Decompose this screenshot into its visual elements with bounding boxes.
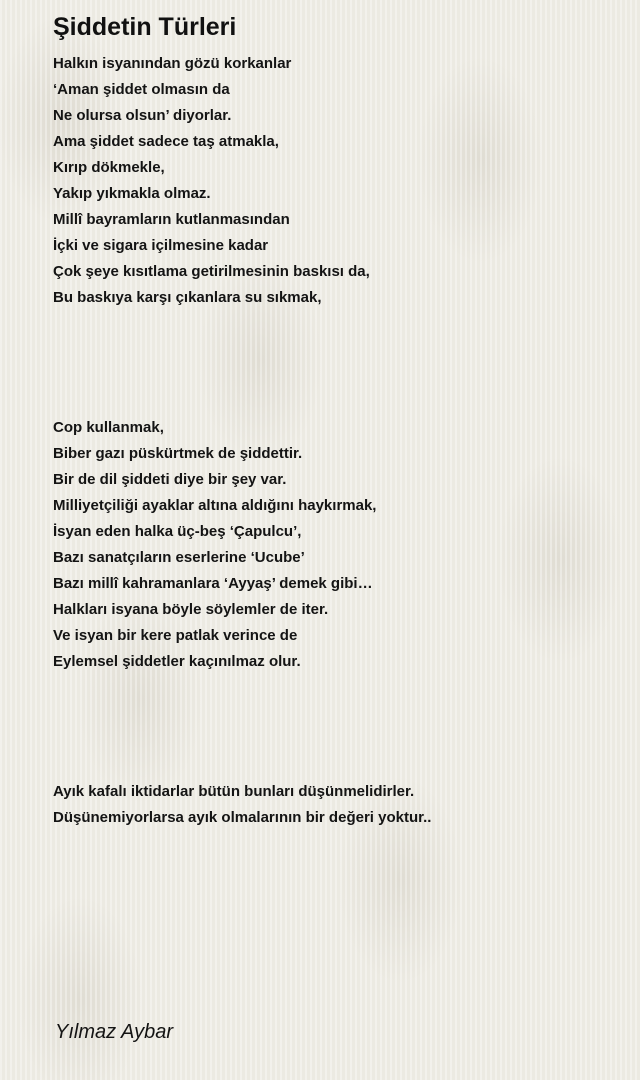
poem-line: Bazı sanatçıların eserlerine ‘Ucube’ bbox=[53, 549, 305, 566]
poem-line: ‘Aman şiddet olmasın da bbox=[53, 81, 230, 98]
poem-line: Ama şiddet sadece taş atmakla, bbox=[53, 133, 279, 150]
poem-line: Ve isyan bir kere patlak verince de bbox=[53, 627, 298, 644]
poem-line: İçki ve sigara içilmesine kadar bbox=[53, 237, 269, 254]
poem-body bbox=[53, 51, 623, 831]
poem-line: Bir de dil şiddeti diye bir şey var. bbox=[53, 471, 287, 488]
stanza-spacer bbox=[53, 675, 623, 779]
poem-line: Milliyetçiliği ayaklar altına aldığını haykırmak, bbox=[53, 497, 377, 514]
poem-title: Şiddetin Türleri bbox=[53, 13, 237, 41]
stanza-spacer bbox=[53, 311, 623, 415]
poem-author: Yılmaz Aybar bbox=[55, 1021, 174, 1043]
poem-line: Halkları isyana böyle söylemler de iter. bbox=[53, 601, 329, 618]
stanza-3 bbox=[53, 779, 623, 831]
poem-line: Millî bayramların kutlanmasından bbox=[53, 211, 290, 228]
stanza-2 bbox=[53, 415, 623, 675]
poem-line: Ne olursa olsun’ diyorlar. bbox=[53, 107, 232, 124]
poem-line: Halkın isyanından gözü korkanlar bbox=[53, 55, 292, 72]
stanza-1 bbox=[53, 51, 623, 311]
poem-line: Bazı millî kahramanlara ‘Ayyaş’ demek gibi… bbox=[53, 575, 373, 592]
poem-line: Biber gazı püskürtmek de şiddettir. bbox=[53, 445, 303, 462]
poem-line: Cop kullanmak, bbox=[53, 419, 164, 436]
poem-line: Ayık kafalı iktidarlar bütün bunları düşünmelidirler. bbox=[53, 783, 415, 800]
poem-line: Düşünemiyorlarsa ayık olmalarının bir değeri yoktur.. bbox=[53, 809, 432, 826]
poem-line: Çok şeye kısıtlama getirilmesinin baskısı da, bbox=[53, 263, 370, 280]
poem-line: İsyan eden halka üç-beş ‘Çapulcu’, bbox=[53, 523, 302, 540]
poem-line: Eylemsel şiddetler kaçınılmaz olur. bbox=[53, 653, 301, 670]
poem-line: Bu baskıya karşı çıkanlara su sıkmak, bbox=[53, 289, 322, 306]
poem-line: Kırıp dökmekle, bbox=[53, 159, 165, 176]
poem-line: Yakıp yıkmakla olmaz. bbox=[53, 185, 211, 202]
